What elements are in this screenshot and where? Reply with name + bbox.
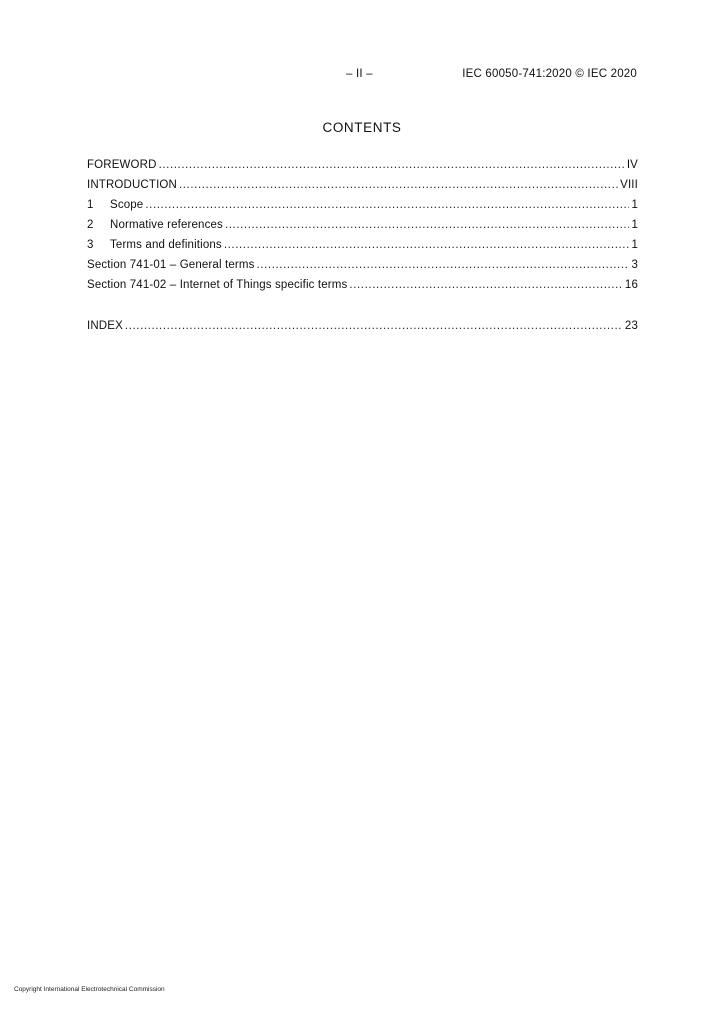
toc-entry-number: 1 <box>87 199 94 211</box>
toc-entry-page: 1 <box>631 239 638 251</box>
toc-entry-page: 3 <box>631 259 638 271</box>
toc-leader-dots <box>224 239 630 251</box>
toc-entry-section-741-02[interactable] <box>87 279 638 299</box>
toc-entry-page: 1 <box>631 219 638 231</box>
toc-entry-label: FOREWORD <box>87 159 157 171</box>
table-of-contents <box>87 159 638 340</box>
toc-entry-introduction[interactable] <box>87 179 638 199</box>
page-number: – II – <box>346 68 373 80</box>
toc-entry-label: Terms and definitions <box>110 239 222 251</box>
toc-entry-foreword[interactable] <box>87 159 638 179</box>
toc-leader-dots <box>145 199 629 211</box>
toc-entry-label: Normative references <box>110 219 223 231</box>
toc-entry-label: INDEX <box>87 320 123 332</box>
toc-leader-dots <box>159 159 625 171</box>
toc-entry-terms-and-definitions[interactable] <box>87 239 638 259</box>
toc-leader-dots <box>257 259 630 271</box>
toc-entry-page: IV <box>626 159 638 171</box>
toc-entry-label: Section 741-01 – General terms <box>87 259 255 271</box>
toc-entry-normative-references[interactable] <box>87 219 638 239</box>
toc-entry-page: VIII <box>620 179 638 191</box>
toc-entry-label: Section 741-02 – Internet of Things specific terms <box>87 279 348 291</box>
toc-entry-section-741-01[interactable] <box>87 259 638 279</box>
toc-leader-dots <box>125 320 623 332</box>
toc-leader-dots <box>349 279 622 291</box>
toc-entry-page: 23 <box>624 320 638 332</box>
toc-entry-page: 1 <box>631 199 638 211</box>
toc-leader-dots <box>179 179 618 191</box>
toc-entry-number: 3 <box>87 239 94 251</box>
standard-reference: IEC 60050-741:2020 © IEC 2020 <box>462 68 637 80</box>
toc-entry-index[interactable] <box>87 320 638 340</box>
copyright-footer: Copyright International Electrotechnical Commission <box>14 986 165 993</box>
toc-entry-page: 16 <box>624 279 638 291</box>
toc-entry-number: 2 <box>87 219 94 231</box>
toc-entry-label: INTRODUCTION <box>87 179 177 191</box>
toc-leader-dots <box>225 219 630 231</box>
toc-entry-scope[interactable] <box>87 199 638 219</box>
page-header <box>0 68 724 84</box>
toc-entry-label: Scope <box>110 199 144 211</box>
contents-title: CONTENTS <box>322 120 402 135</box>
